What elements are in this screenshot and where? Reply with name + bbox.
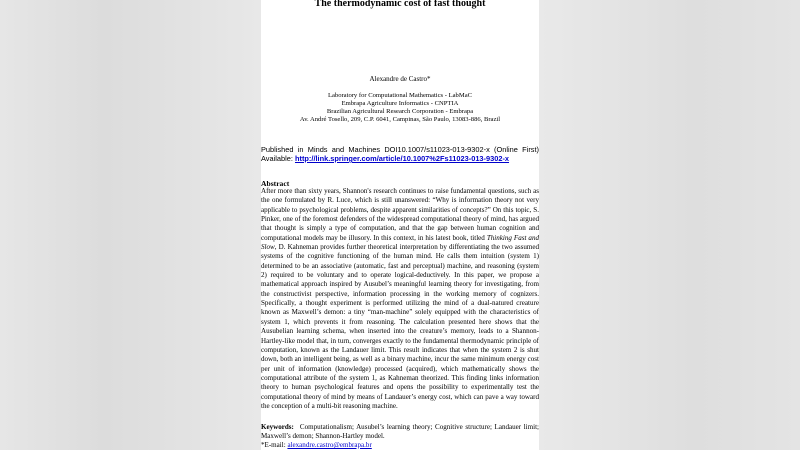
email-label: *E-mail: bbox=[261, 441, 286, 449]
abstract-text bbox=[261, 187, 539, 411]
document-page[interactable] bbox=[261, 0, 539, 450]
book-title: Thinking Fast and Slow bbox=[261, 233, 539, 252]
available-label: Available: bbox=[261, 154, 293, 163]
paper-title: The thermodynamic cost of fast thought bbox=[314, 0, 486, 9]
keywords-list: Computationalism; Ausubel’s learning theory; Cognitive structure; Landauer limit; Maxwell’s demon; Shannon-Hartley model. bbox=[261, 423, 539, 441]
author-name: Alexandre de Castro* bbox=[369, 75, 431, 83]
published-line: Published in Minds and Machines DOI10.1007/s11023-013-9302-x (Online First) bbox=[261, 145, 539, 154]
available-line bbox=[261, 154, 539, 163]
viewer-background-left bbox=[0, 0, 261, 450]
publication-info bbox=[261, 145, 539, 163]
abstract-part-1: After more than sixty years, Shannon's research continues to raise fundamental questions, such as the one formulated by R. Luce, which is still unanswered: “Why is information theory not very applicable to psychological problems, despite apparent similarities of concepts?” On this topic, S. Pinker, one of the foremost defenders of the widespread computational theory of mind, has argued that thought is simply a type of computation, and that the gap between human cognition and computational models may be illusory. In this context, in his latest book, titled bbox=[261, 187, 539, 242]
abstract-heading: Abstract bbox=[261, 179, 290, 188]
affiliation-address: Av. André Tosello, 209, C.P. 6041, Campinas, São Paulo, 13083-886, Brazil bbox=[299, 116, 501, 123]
email-link[interactable]: alexandre.castro@embrapa.br bbox=[287, 441, 372, 449]
keywords-label: Keywords: bbox=[261, 423, 294, 431]
affiliation-line: Brazilian Agricultural Research Corporation - Embrapa bbox=[326, 108, 474, 115]
author-email bbox=[261, 441, 372, 450]
article-link[interactable]: http://link.springer.com/article/10.1007%2Fs11023-013-9302-x bbox=[294, 154, 510, 163]
affiliation-line: Laboratory for Computational Mathematics - LabMaC bbox=[327, 92, 473, 99]
affiliation-line: Embrapa Agriculture Informatics - CNPTIA bbox=[341, 100, 459, 107]
keywords bbox=[261, 423, 539, 442]
viewer-background-right bbox=[539, 0, 800, 450]
abstract-part-2: , D. Kahneman provides further theoretical interpretation by differentiating the two assumed systems of the cognitive functioning of the human mind. He calls them intuition (system 1) determined to be an associative (automatic, fast and perceptual) machine, and reasoning (system 2) required to be voluntary and to operate logical-deductively. In this paper, we propose a mathematical approach inspired by Ausubel’s meaningful learning theory for investigating, from the constructivist perspective, information processing in the working memory of cognizers. Specifically, a thought experiment is performed utilizing the mind of a dual-natured creature known as Maxwell’s demon: a tiny “man-machine” solely equipped with the characteristics of system 1, which prevents it from reasoning. The calculation presented here shows that the Ausubelian learning schema, when inserted into the creature’s memory, leads to a Shannon-Hartley-like model that, in turn, converges exactly to the fundamental thermodynamic principle of computation, known as the Landauer limit. This result indicates that when the system 2 is shut down, both an intelligent being, as well as a binary machine, incur the same minimum energy cost per unit of information (knowledge) processed (acquired), which mathematically shows the computational attribute of the system 1, as Kahneman theorized. This finding links information theory to human psychological features and opens the possibility to experimentally test the computational theory of mind by means of Landauer’s energy cost, which can pave a way toward the conception of a multi-bit reasoning machine. bbox=[261, 243, 539, 410]
